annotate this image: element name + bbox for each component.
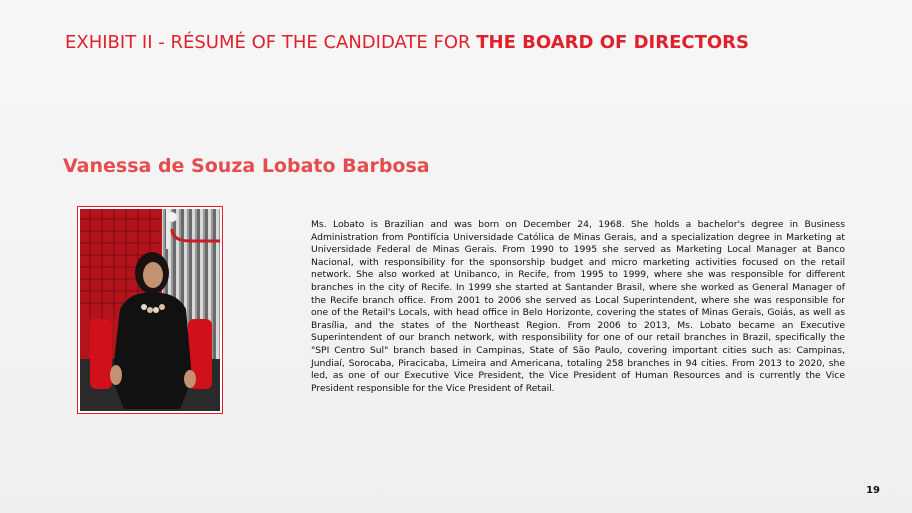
candidate-photo — [80, 209, 220, 411]
page-title-bold: THE BOARD OF DIRECTORS — [476, 32, 749, 53]
candidate-bio: Ms. Lobato is Brazilian and was born on December 24, 1968. She holds a bachelor's degree in Business Administration from Pontifícia Universidade Católica de Minas Gerais, and a specialization degree in Marketing at Universidade Federal de Minas Gerais. From 1990 to 1995 she served as Marketing Local Manager at Banco Nacional, with responsibility for the sponsorship budget and micro marketing activities focused on the retail network. She also worked at Unibanco, in Recife, from 1995 to 1999, where she was responsible for different branches in the city of Recife. In 1999 she started at Santander Brasil, where she worked as General Manager of the Recife branch office. From 2001 to 2006 she served as Local Superintendent, where she was responsible for one of the Retail's Locals, with head office in Belo Horizonte, covering the states of Minas Gerais, Goiás, as well as Brasília, and the states of the Northeast Region. From 2006 to 2013, Ms. Lobato became an Executive Superintendent of our branch network, with responsibility for one of our retail branches in Brazil, specifically the "SPI Centro Sul" branch based in Campinas, State of São Paulo, covering important cities such as: Campinas, Jundiaí, Sorocaba, Piracicaba, Limeira and Americana, totaling 258 branches in 94 cities. From 2013 to 2020, she led, as one of our Executive Vice President, the Vice President of Human Resources and is currently the Vice President responsible for the Vice President of Retail. — [311, 219, 845, 394]
page-title-regular: EXHIBIT II - RÉSUMÉ OF THE CANDIDATE FOR — [65, 32, 477, 53]
page-number: 19 — [866, 485, 880, 496]
candidate-name: Vanessa de Souza Lobato Barbosa — [63, 155, 430, 177]
page-title — [65, 33, 765, 53]
